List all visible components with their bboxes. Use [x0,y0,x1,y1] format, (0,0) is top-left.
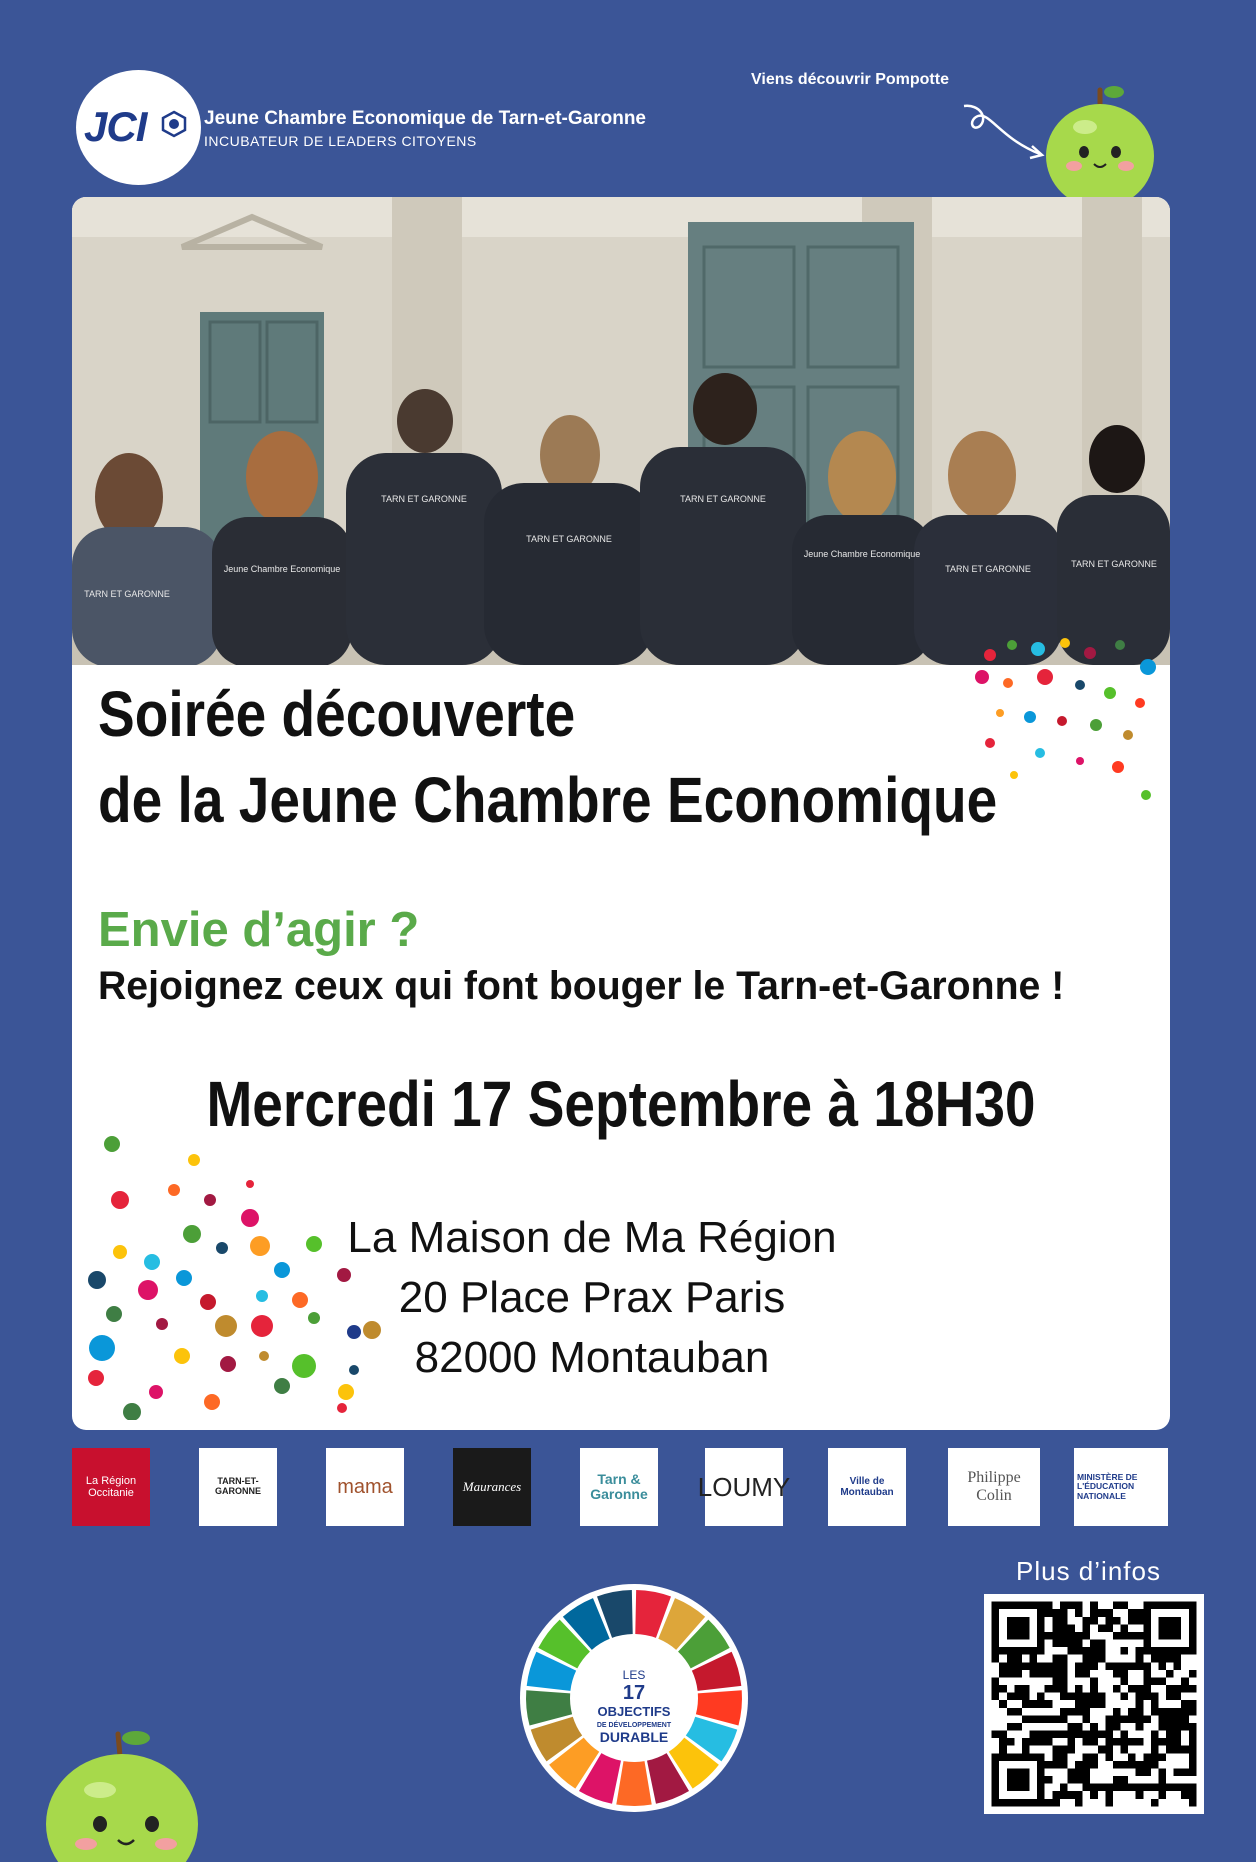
qr-label: Plus d’infos [1016,1556,1161,1586]
sdg-wheel-logo [518,1582,750,1814]
curly-arrow-icon [960,98,1050,168]
shirt-text: TARN ET GARONNE [381,494,467,504]
sdg-line3: OBJECTIFS [597,1704,671,1719]
sponsor-logo-loumy: LOUMY [705,1448,783,1526]
sponsor-logo-mama: mama [326,1448,404,1526]
sponsor-logo-tarn-garonne-tourisme: Tarn & Garonne [580,1448,658,1526]
jci-logo-text: JCI [84,103,147,150]
shirt-text: TARN ET GARONNE [84,589,170,599]
address-venue: La Maison de Ma Région [347,1213,837,1262]
qr-code[interactable] [984,1594,1204,1814]
org-name: Jeune Chambre Economique de Tarn-et-Garonne [204,108,647,129]
sponsor-logo-tarn-et-garonne-dept: TARN-ET-GARONNE [199,1448,277,1526]
shirt-text: TARN ET GARONNE [1071,559,1157,569]
shirt-text: Jeune Chambre Economique [803,549,921,559]
shirt-text: TARN ET GARONNE [526,534,612,544]
call-to-action-heading: Envie d’agir ? [98,903,420,957]
org-tagline: INCUBATEUR DE LEADERS CITOYENS [204,133,477,149]
sdg-line4: DE DÉVELOPPEMENT [596,1722,672,1729]
sdg-line5: DURABLE [599,1729,669,1745]
sponsor-logo-education-nationale: MINISTÈRE DE L'ÉDUCATION NATIONALE [1074,1448,1168,1526]
sponsor-logo-maurances: Maurances [453,1448,531,1526]
shirt-text: Jeune Chambre Economique [223,564,341,574]
event-title-line2: de la Jeune Chambre Economique [98,764,998,836]
address-street: 20 Place Prax Paris [398,1273,786,1322]
pompotte-apple-mascot-bottom [46,1728,206,1862]
event-card [72,197,1170,1430]
sponsor-logo-philippe-colin: Philippe Colin [948,1448,1040,1526]
pompotte-apple-mascot [1040,82,1160,212]
shirt-text: TARN ET GARONNE [945,564,1031,574]
event-title-line1: Soirée découverte [98,678,576,750]
event-date: Mercredi 17 Septembre à 18H30 [206,1068,1036,1140]
address-city: 82000 Montauban [414,1333,770,1382]
call-to-action-text: Rejoignez ceux qui font bouger le Tarn-et-Garonne ! [98,964,1065,1008]
jci-emblem-icon [160,110,188,138]
pompotte-invite: Viens découvrir Pompotte [751,71,949,88]
sdg-line1: LES [622,1668,646,1682]
sponsor-logo-occitanie: La Région Occitanie [72,1448,150,1526]
team-photo [72,197,1170,665]
shirt-text: TARN ET GARONNE [680,494,766,504]
sdg-line2: 17 [622,1682,646,1704]
sponsor-logo-montauban: Ville de Montauban [828,1448,906,1526]
